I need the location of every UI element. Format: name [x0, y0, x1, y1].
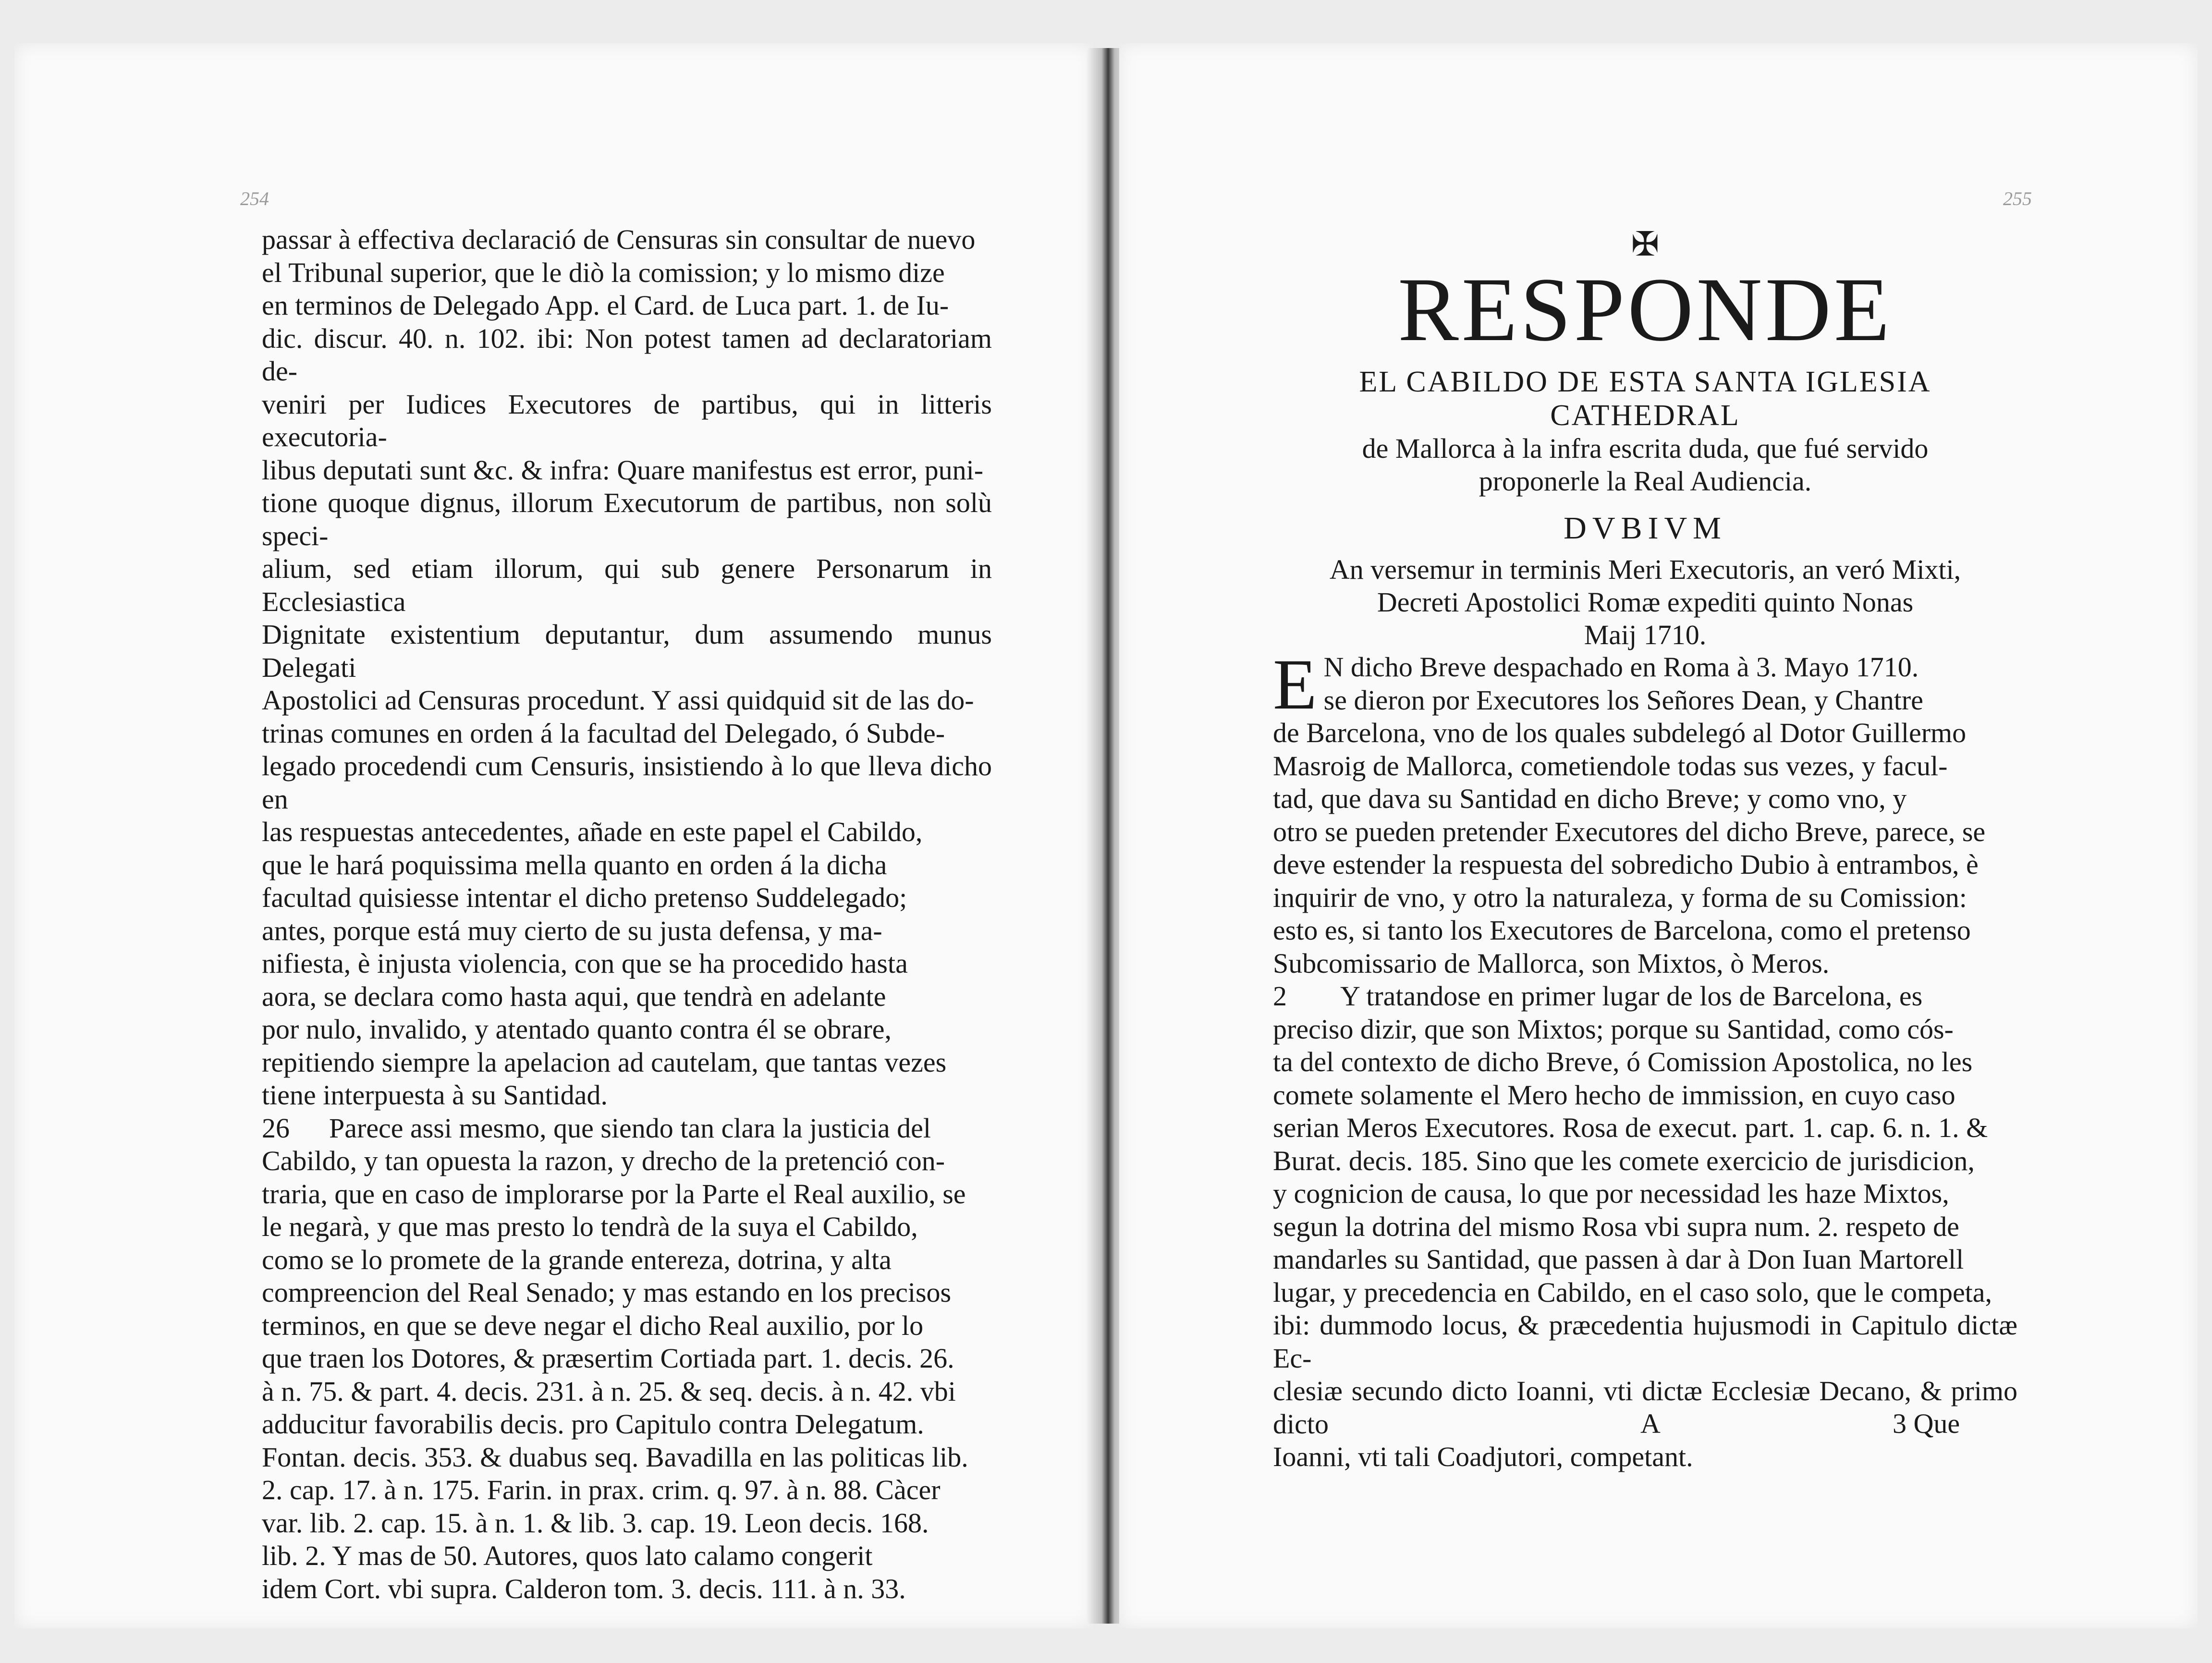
dubium-line-1: An versemur in terminis Meri Executoris, an veró Mixti, [1329, 554, 1961, 585]
paragraph-2 [1273, 980, 2017, 1013]
text-line: passar à effectiva declaració de Censuras sin consultar de nuevo [262, 224, 976, 255]
text-line: alium, sed etiam illorum, qui sub genere Personarum in Ecclesiastica [262, 553, 992, 617]
text-line: clesiæ secundo dicto Ioanni, vti dictæ Ecclesiæ Decano, & primo dicto [1273, 1375, 2017, 1440]
text-line: Burat. decis. 185. Sino que les comete exercicio de jurisdicion, [1273, 1145, 1975, 1176]
text-line: otro se pueden pretender Executores del dicho Breve, parece, se [1273, 816, 1986, 847]
title-block [1273, 226, 2017, 651]
left-page [14, 43, 1093, 1628]
right-page-body [1273, 645, 2017, 1474]
text-line: Dignitate existentium deputantur, dum assumendo munus Delegati [262, 619, 992, 683]
left-page-body [262, 223, 992, 1605]
text-line: como se lo promete de la grande entereza, dotrina, y alta [262, 1244, 892, 1275]
dubium-line-2: Decreti Apostolici Romæ expediti quinto Nonas [1377, 587, 1914, 618]
text-line: repitiendo siempre la apelacion ad cautelam, que tantas vezes [262, 1046, 947, 1078]
text-line: legado procedendi cum Censuris, insistiendo à lo que lleva dicho en [262, 750, 992, 815]
text-line: el Tribunal superior, que le diò la comission; y lo mismo dize [262, 257, 945, 288]
text-line: 2. cap. 17. à n. 175. Farin. in prax. crim. q. 97. à n. 88. Càcer [262, 1474, 941, 1505]
text-line: compreencion del Real Senado; y mas estando en los precisos [262, 1277, 952, 1308]
drop-capital: E [1273, 645, 1317, 724]
text-line: Fontan. decis. 353. & duabus seq. Bavadilla en las politicas lib. [262, 1441, 968, 1473]
text-line: libus deputati sunt &c. & infra: Quare manifestus est error, puni- [262, 454, 984, 486]
text-line: dic. discur. 40. n. 102. ibi: Non potest tamen ad declaratoriam de- [262, 322, 992, 387]
cross-icon: ✠ [1631, 226, 1660, 263]
right-folio-number: 255 [2003, 188, 2032, 209]
text-line: le negarà, y que mas presto lo tendrà de la suya el Cabildo, [262, 1211, 918, 1242]
text-line: antes, porque está muy cierto de su justa defensa, y ma- [262, 915, 882, 946]
text-line: serian Meros Executores. Rosa de execut. part. 1. cap. 6. n. 1. & [1273, 1112, 1988, 1143]
text-line: en terminos de Delegado App. el Card. de Luca part. 1. de Iu- [262, 290, 949, 321]
text-line: las respuestas antecedentes, añade en este papel el Cabildo, [262, 816, 923, 847]
text-line: de Barcelona, vno de los quales subdelegó al Dotor Guillermo [1273, 717, 1967, 748]
text-line: idem Cort. vbi supra. Calderon tom. 3. decis. 111. à n. 33. [262, 1573, 906, 1604]
text-line: lib. 2. Y mas de 50. Autores, quos lato calamo congerit [262, 1540, 873, 1571]
paragraph-number: 26 [262, 1112, 290, 1144]
text-line: Ioanni, vti tali Coadjutori, competant. [1273, 1441, 1693, 1472]
subtitle-line-2: de Mallorca à la infra escrita duda, que fué servido [1362, 433, 1929, 464]
text-line: Y tratandose en primer lugar de los de Barcelona, es [1340, 980, 1923, 1012]
page-title: RESPONDE [1398, 259, 1893, 360]
text-line: por nulo, invalido, y atentado quanto contra él se obrare, [262, 1014, 892, 1045]
text-line: Parece assi mesmo, que siendo tan clara la justicia del [329, 1112, 931, 1144]
right-page [1119, 43, 2198, 1628]
dubium-line-3: Maij 1710. [1584, 619, 1707, 650]
text-line: Apostolici ad Censuras procedunt. Y assi quidquid sit de las do- [262, 685, 974, 716]
text-line: Cabildo, y tan opuesta la razon, y drecho de la pretenció con- [262, 1145, 945, 1176]
text-line: nifiesta, è injusta violencia, con que se ha procedido hasta [262, 948, 908, 979]
text-line: esto es, si tanto los Executores de Barcelona, como el pretenso [1273, 915, 1971, 946]
dubium-heading: DVBIVM [1564, 511, 1727, 546]
text-line: que le hará poquissima mella quanto en orden á la dicha [262, 849, 887, 880]
text-line: preciso dizir, que son Mixtos; porque su Santidad, como cós- [1273, 1013, 1954, 1045]
text-line: facultad quisiesse intentar el dicho pretenso Suddelegado; [262, 882, 907, 913]
subtitle-line-1: EL CABILDO DE ESTA SANTA IGLESIA CATHEDRAL [1359, 366, 1931, 432]
text-line: se dieron por Executores los Señores Dean, y Chantre [1323, 684, 1923, 716]
text-line: à n. 75. & part. 4. decis. 231. à n. 25. & seq. decis. à n. 42. vbi [262, 1375, 956, 1407]
text-line: deve estender la respuesta del sobredicho Dubio à entrambos, è [1273, 849, 1979, 880]
text-line: y cognicion de causa, lo que por necessidad les haze Mixtos, [1273, 1178, 1949, 1209]
left-folio-number: 254 [240, 188, 269, 209]
text-line: tiene interpuesta à su Santidad. [262, 1079, 608, 1111]
text-line: veniri per Iudices Executores de partibus, qui in litteris executoria- [262, 388, 992, 452]
text-line: adducitur favorabilis decis. pro Capitulo contra Delegatum. [262, 1408, 924, 1440]
text-line: terminos, en que se deve negar el dicho Real auxilio, por lo [262, 1309, 924, 1341]
catchword: 3 Que [1893, 1408, 1960, 1439]
text-line: comete solamente el Mero hecho de immission, en cuyo caso [1273, 1079, 1955, 1111]
text-line: mandarles su Santidad, que passen à dar à Don Iuan Martorell [1273, 1244, 1964, 1275]
text-line: que traen los Dotores, & præsertim Cortiada part. 1. decis. 26. [262, 1343, 954, 1374]
text-line: trinas comunes en orden á la facultad del Delegado, ó Subde- [262, 717, 945, 749]
text-line: segun la dotrina del mismo Rosa vbi supra num. 2. respeto de [1273, 1211, 1959, 1242]
text-line: N dicho Breve despachado en Roma à 3. Mayo 1710. [1323, 651, 1919, 683]
text-line: Masroig de Mallorca, cometiendole todas sus vezes, y facul- [1273, 750, 1948, 782]
text-line: ta del contexto de dicho Breve, ó Comission Apostolica, no les [1273, 1046, 1973, 1077]
text-line: aora, se declara como hasta aqui, que tendrà en adelante [262, 980, 886, 1012]
text-line: traria, que en caso de implorarse por la Parte el Real auxilio, se [262, 1178, 966, 1210]
text-line: var. lib. 2. cap. 15. à n. 1. & lib. 3. cap. 19. Leon decis. 168. [262, 1507, 929, 1539]
text-line: ibi: dummodo locus, & præcedentia hujusmodi in Capitulo dictæ Ec- [1273, 1309, 2017, 1374]
text-line: lugar, y precedencia en Cabildo, en el caso solo, que le competa, [1273, 1276, 1992, 1308]
paragraph-number: 2 [1273, 980, 1287, 1012]
text-line: Subcomissario de Mallorca, son Mixtos, ò Meros. [1273, 947, 1830, 979]
paragraph-26 [262, 1112, 992, 1145]
text-line: tad, que dava su Santidad en dicho Breve; y como vno, y [1273, 783, 1907, 814]
text-line: tione quoque dignus, illorum Executorum de partibus, non solù speci- [262, 487, 992, 551]
text-line: inquirir de vno, y otro la naturaleza, y forma de su Comission: [1273, 881, 1967, 913]
subtitle-line-3: proponerle la Real Audiencia. [1479, 465, 1812, 497]
signature-mark: A [1640, 1408, 1661, 1439]
